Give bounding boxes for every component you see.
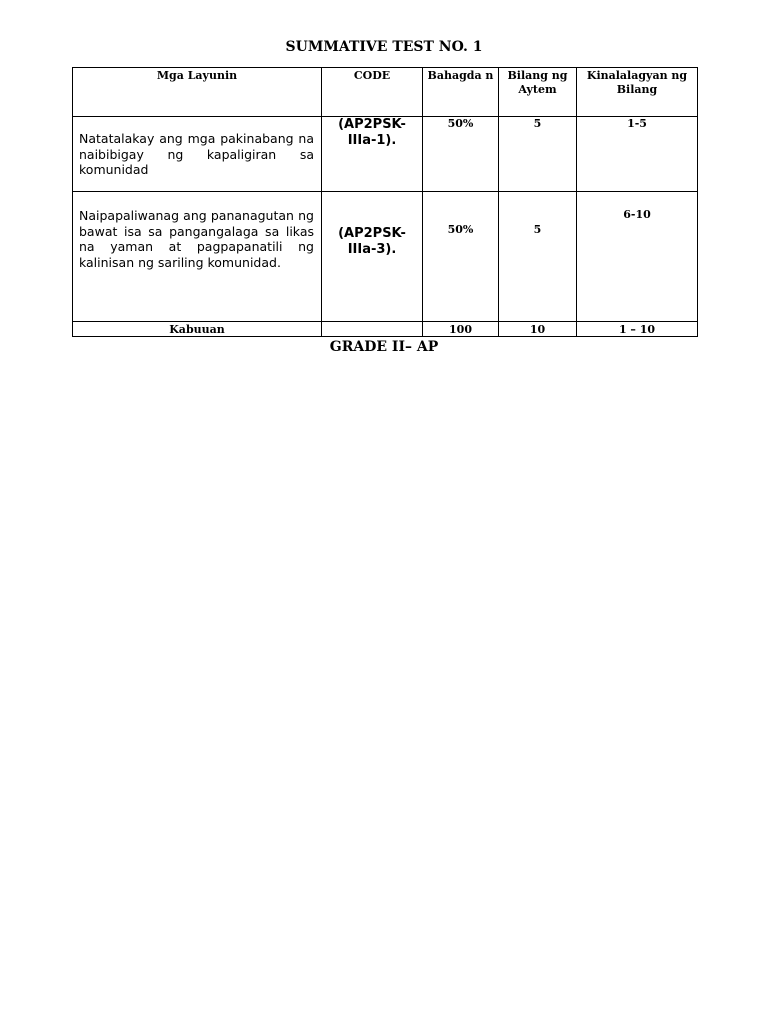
- table-total-row: [73, 322, 698, 337]
- total-item-placement: 1 – 10: [577, 322, 698, 337]
- table-header-row: [73, 68, 698, 117]
- total-code-cell: [322, 322, 423, 337]
- total-label: Kabuuan: [73, 322, 322, 337]
- item-placement-cell: 1-5: [577, 117, 698, 192]
- header-item-placement: Kinalalagyan ng Bilang: [577, 68, 698, 117]
- item-count-cell: 5: [499, 192, 577, 322]
- objective-cell: Naipapaliwanag ang pananagutan ng bawat isa sa pangangalaga sa likas na yaman at pagpapanatili ng kalinisan ng sariling komunidad.: [73, 192, 322, 322]
- item-count-cell: 5: [499, 117, 577, 192]
- document-subtitle: GRADE II– AP: [329, 339, 439, 355]
- total-percentage: 100: [423, 322, 499, 337]
- percentage-cell: 50%: [423, 192, 499, 322]
- header-percentage-text: Bahagda n: [427, 69, 494, 82]
- header-percentage: [423, 68, 499, 117]
- header-objectives: Mga Layunin: [73, 68, 322, 117]
- item-placement-cell: 6-10: [577, 192, 698, 322]
- total-item-count: 10: [499, 322, 577, 337]
- header-item-count: Bilang ng Aytem: [499, 68, 577, 117]
- header-code: CODE: [322, 68, 423, 117]
- code-cell: [322, 117, 423, 192]
- code-text: (AP2PSK-IIIa-3).: [338, 226, 406, 257]
- table-of-specifications: [72, 67, 698, 337]
- code-cell: [322, 192, 423, 322]
- document-title: SUMMATIVE TEST NO. 1: [285, 39, 483, 55]
- percentage-cell: 50%: [423, 117, 499, 192]
- table-row: [73, 117, 698, 192]
- code-text: (AP2PSK-IIIa-1).: [338, 117, 406, 148]
- table-row: [73, 192, 698, 322]
- objective-cell: Natatalakay ang mga pakinabang na naibibigay ng kapaligiran sa komunidad: [73, 117, 322, 192]
